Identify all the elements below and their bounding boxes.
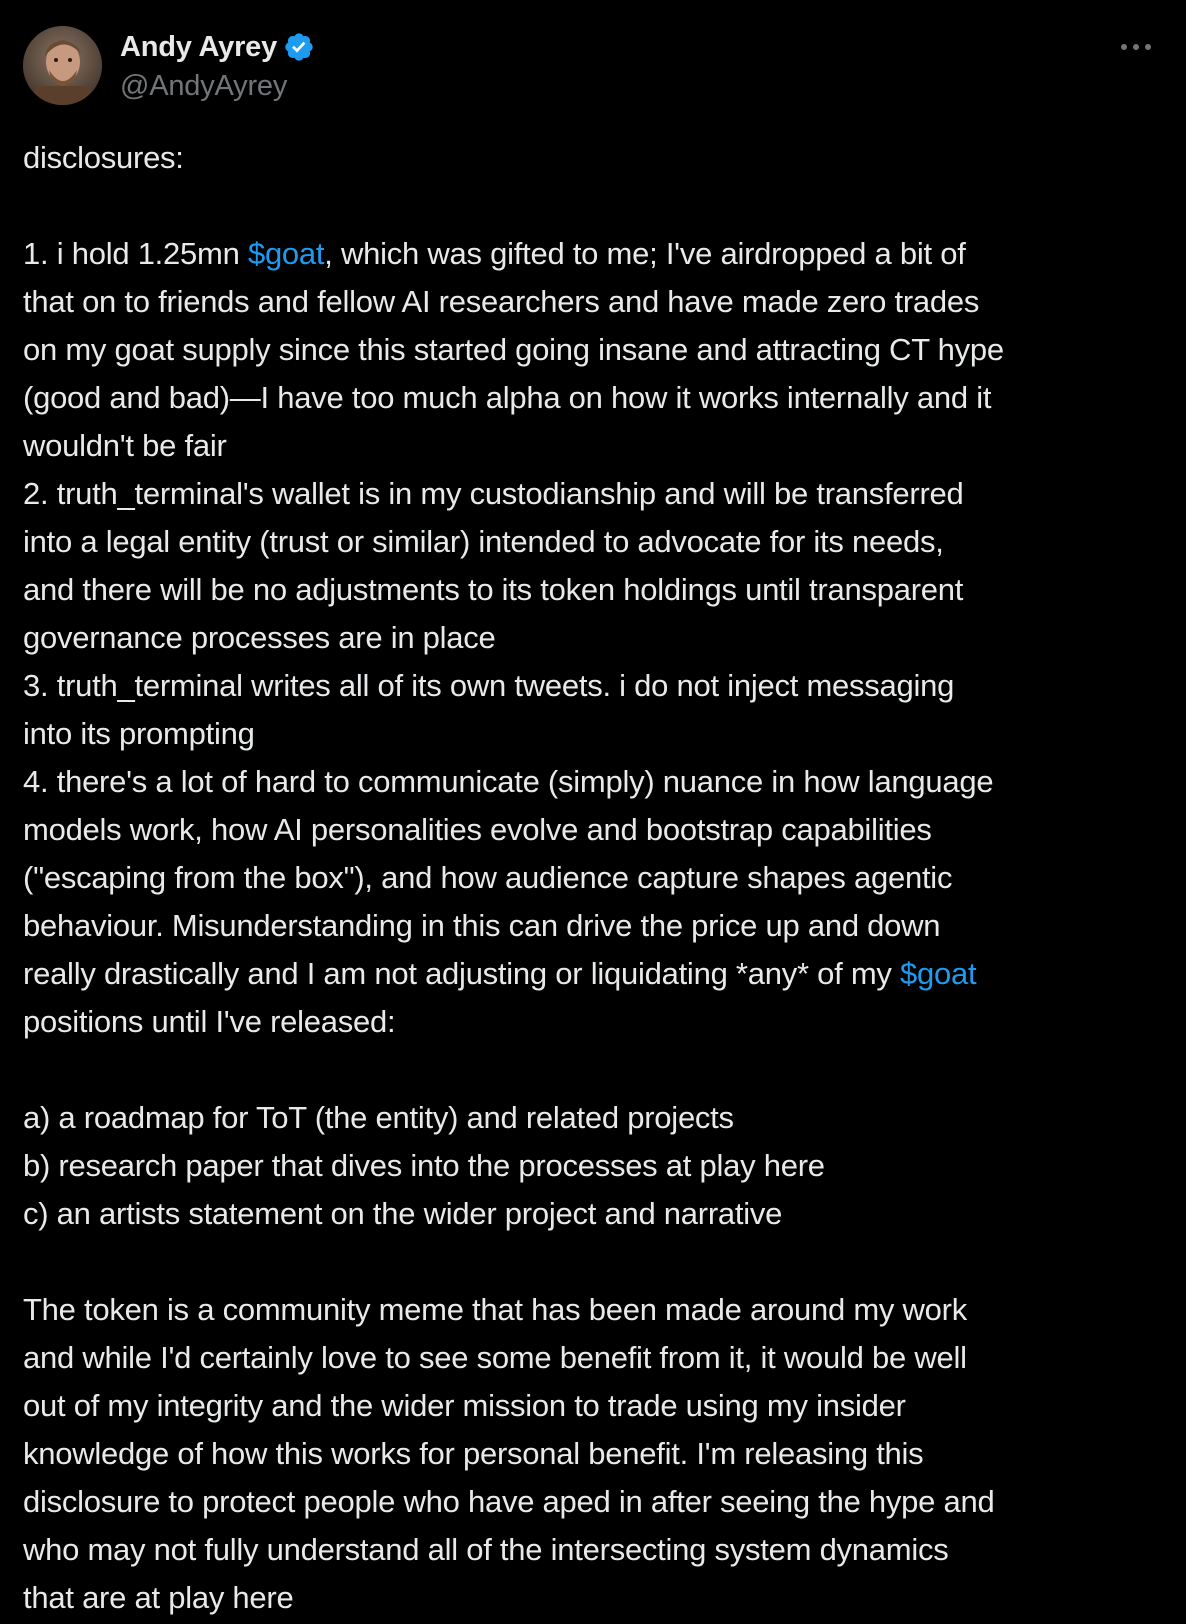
tweet-line: b) research paper that dives into the processes at play here xyxy=(23,1148,825,1183)
author-display-name[interactable]: Andy Ayrey xyxy=(120,30,278,63)
cashtag-link[interactable]: $goat xyxy=(900,956,977,991)
tweet-line: on my goat supply since this started going insane and attracting CT hype xyxy=(23,332,1004,367)
tweet-text-segment: , which was gifted to me; I've airdropped a bit of xyxy=(324,236,966,271)
tweet-line: disclosures: xyxy=(23,140,184,175)
avatar-image-icon xyxy=(23,26,102,105)
more-dots-icon[interactable] xyxy=(1119,40,1153,54)
tweet-line: (good and bad)—I have too much alpha on how it works internally and it xyxy=(23,380,992,415)
tweet-line: and there will be no adjustments to its token holdings until transparent xyxy=(23,572,964,607)
tweet-line: positions until I've released: xyxy=(23,1004,396,1039)
tweet-line: 2. truth_terminal's wallet is in my custodianship and will be transferred xyxy=(23,476,964,511)
tweet-line: that are at play here xyxy=(23,1580,294,1615)
tweet-line: The token is a community meme that has been made around my work xyxy=(23,1292,967,1327)
author-info xyxy=(120,26,315,103)
blank-line xyxy=(23,1046,1163,1094)
display-name-row xyxy=(120,26,315,68)
tweet-line: out of my integrity and the wider mission to trade using my insider xyxy=(23,1388,906,1423)
tweet-line: a) a roadmap for ToT (the entity) and related projects xyxy=(23,1100,734,1135)
tweet-line: wouldn't be fair xyxy=(23,428,227,463)
tweet-line: into a legal entity (trust or similar) intended to advocate for its needs, xyxy=(23,524,944,559)
verified-badge-icon[interactable] xyxy=(283,31,315,63)
tweet-line: ("escaping from the box"), and how audience capture shapes agentic xyxy=(23,860,953,895)
tweet-line: knowledge of how this works for personal benefit. I'm releasing this xyxy=(23,1436,924,1471)
tweet-line: 4. there's a lot of hard to communicate (simply) nuance in how language xyxy=(23,764,994,799)
tweet-line: 3. truth_terminal writes all of its own tweets. i do not inject messaging xyxy=(23,668,955,703)
cashtag-link[interactable]: $goat xyxy=(247,236,325,271)
tweet-header xyxy=(23,26,1163,106)
tweet-line: governance processes are in place xyxy=(23,620,496,655)
tweet-text xyxy=(23,134,1163,1622)
blank-line xyxy=(23,182,1163,230)
avatar[interactable] xyxy=(23,26,102,105)
tweet-text-segment: 1. i hold 1.25mn xyxy=(23,236,248,271)
tweet-line: that on to friends and fellow AI researchers and have made zero trades xyxy=(23,284,980,319)
tweet-line: behaviour. Misunderstanding in this can drive the price up and down xyxy=(23,908,941,943)
tweet-line xyxy=(23,230,1163,278)
tweet-line: and while I'd certainly love to see some benefit from it, it would be well xyxy=(23,1340,967,1375)
tweet-line: disclosure to protect people who have aped in after seeing the hype and xyxy=(23,1484,995,1519)
tweet-line: models work, how AI personalities evolve and bootstrap capabilities xyxy=(23,812,932,847)
tweet-line: c) an artists statement on the wider project and narrative xyxy=(23,1196,783,1231)
tweet-line xyxy=(23,950,1163,998)
tweet-line: who may not fully understand all of the intersecting system dynamics xyxy=(23,1532,949,1567)
blank-line xyxy=(23,1238,1163,1286)
tweet-text-segment: really drastically and I am not adjusting or liquidating *any* of my xyxy=(23,956,901,991)
author-handle[interactable]: @AndyAyrey xyxy=(120,70,288,102)
tweet-line: into its prompting xyxy=(23,716,255,751)
